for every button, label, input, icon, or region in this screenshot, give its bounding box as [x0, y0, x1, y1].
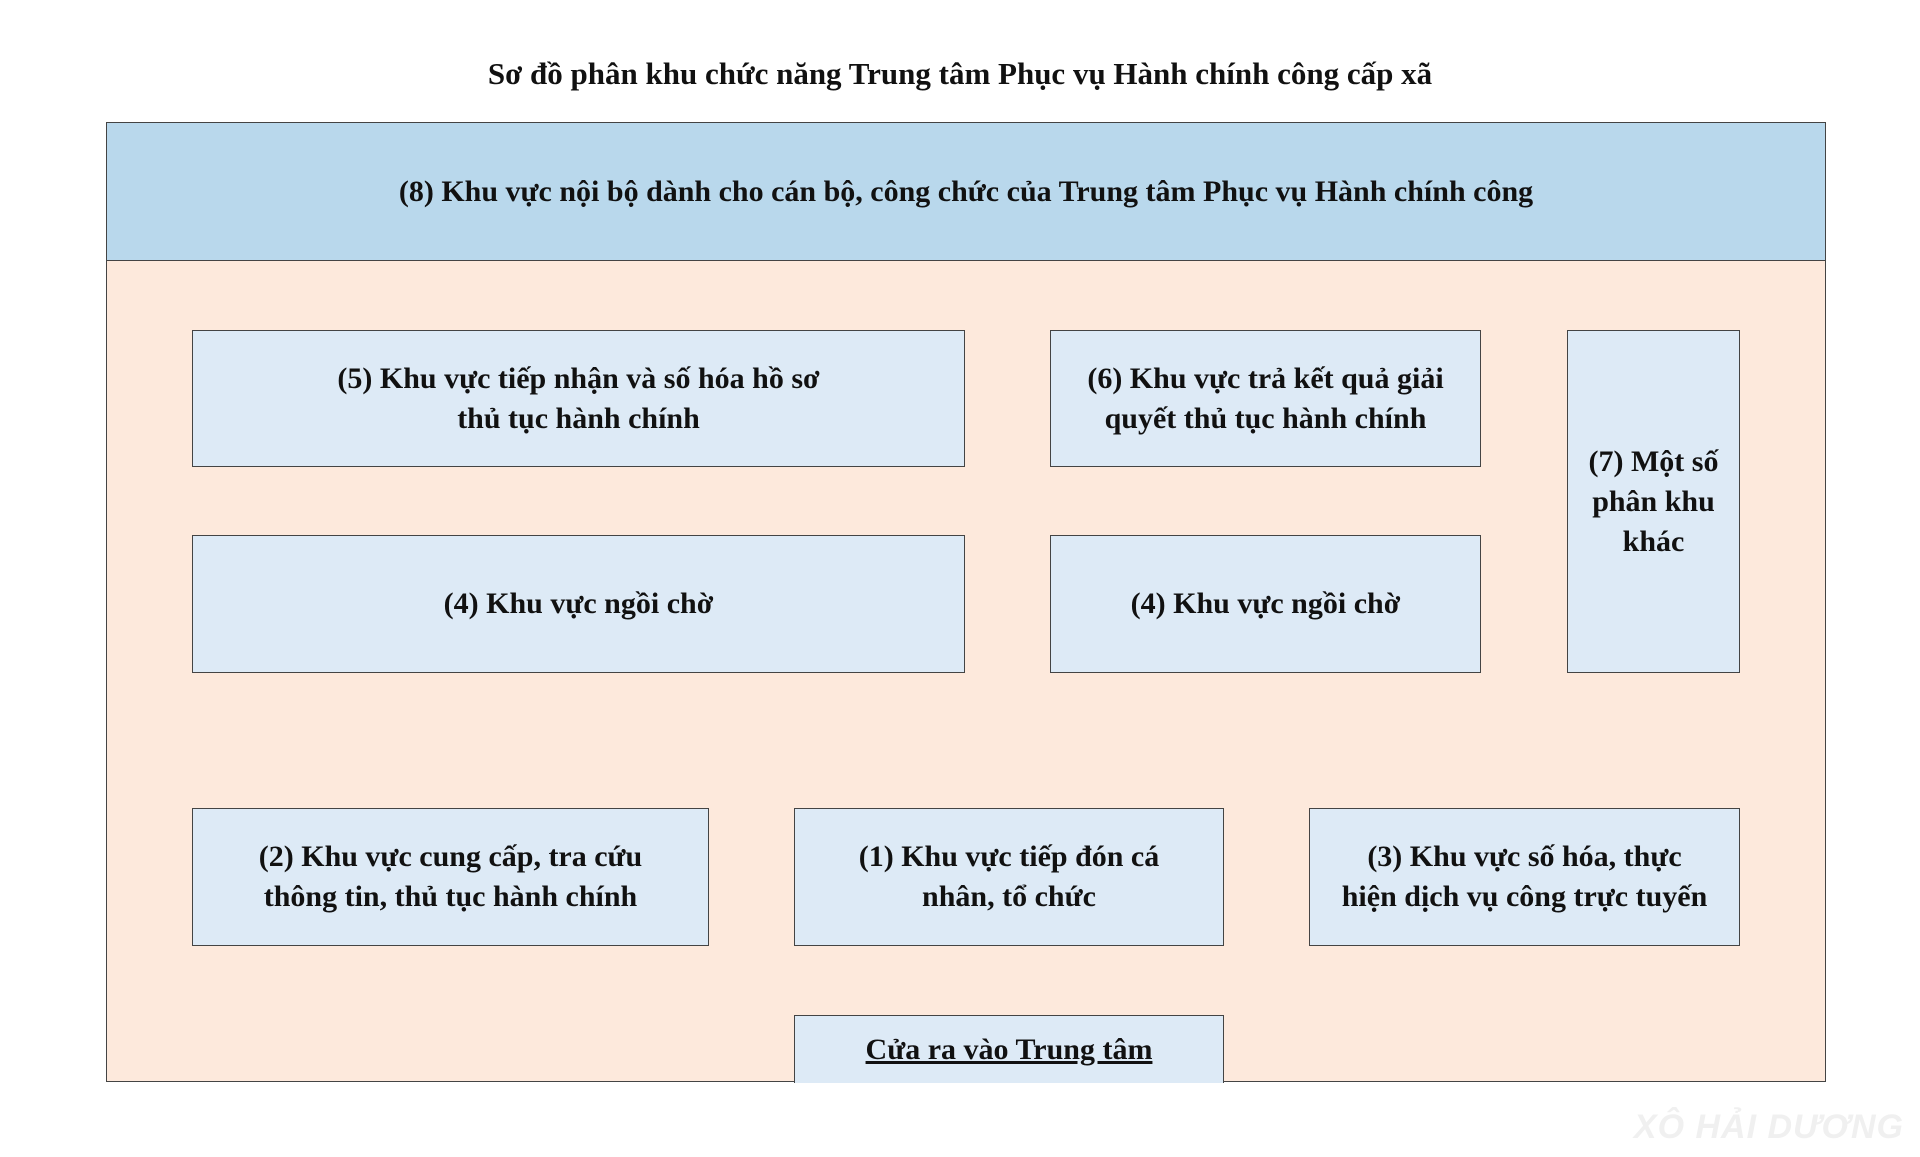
zone-1-welcome-area: (1) Khu vực tiếp đón cá nhân, tổ chức: [794, 808, 1224, 946]
center-entrance: Cửa ra vào Trung tâm: [794, 1015, 1224, 1083]
diagram-title: Sơ đồ phân khu chức năng Trung tâm Phục vụ Hành chính công cấp xã: [487, 56, 1433, 91]
zone-2-information-lookup: (2) Khu vực cung cấp, tra cứu thông tin, thủ tục hành chính: [192, 808, 709, 946]
zone-3-digitization-online-services: (3) Khu vực số hóa, thực hiện dịch vụ công trực tuyến: [1309, 808, 1740, 946]
zone-7-other-areas: (7) Một số phân khu khác: [1567, 330, 1740, 673]
zone-4-waiting-area-left: (4) Khu vực ngồi chờ: [192, 535, 965, 673]
zone-6-results-return: (6) Khu vực trả kết quả giải quyết thủ tục hành chính: [1050, 330, 1481, 467]
zone-5-reception-digitization: (5) Khu vực tiếp nhận và số hóa hồ sơ thủ tục hành chính: [192, 330, 965, 467]
watermark-logo: XÔ HẢI DƯƠNG: [1633, 1108, 1904, 1146]
zone-4-waiting-area-right: (4) Khu vực ngồi chờ: [1050, 535, 1481, 673]
zone-8-internal-area: (8) Khu vực nội bộ dành cho cán bộ, công chức của Trung tâm Phục vụ Hành chính công: [106, 122, 1826, 261]
